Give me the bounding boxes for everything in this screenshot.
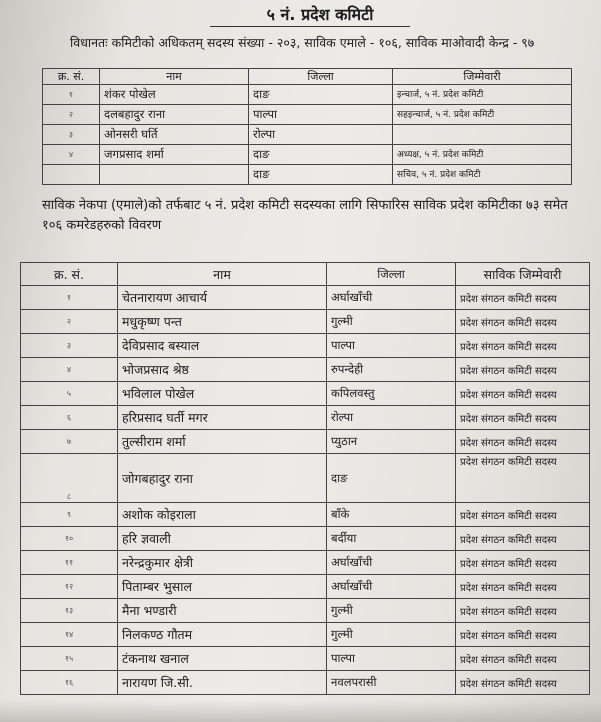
- cell-name: शंकर पोखेल: [100, 85, 249, 105]
- cell-sn: ३: [43, 125, 100, 145]
- cell-role: प्रदेश संगठन कमिटी सदस्य: [456, 310, 590, 334]
- cell-sn: ५: [21, 382, 118, 406]
- cell-role: प्रदेश संगठन कमिटी सदस्य: [456, 623, 590, 647]
- header-role: साविक जिम्मेवारी: [456, 263, 590, 286]
- table-row: [43, 105, 572, 125]
- cell-role: प्रदेश संगठन कमिटी सदस्य: [456, 358, 590, 382]
- cell-district: कपिलवस्तु: [327, 382, 456, 406]
- table-header-row: [43, 69, 572, 85]
- table-row: [21, 575, 590, 599]
- cell-sn: १५: [21, 647, 118, 671]
- cell-role: प्रदेश संगठन कमिटी सदस्य: [456, 406, 590, 430]
- table-row: [21, 430, 590, 454]
- cell-role: प्रदेश संगठन कमिटी सदस्य: [456, 599, 590, 623]
- cell-role: प्रदेश संगठन कमिटी सदस्य: [456, 382, 590, 406]
- title-underline: [210, 26, 410, 27]
- cell-district: दाङ: [249, 165, 393, 185]
- cell-district: दाङ: [249, 145, 393, 165]
- cell-sn: ८: [21, 454, 118, 503]
- header-role: जिम्मेवारी: [393, 69, 572, 85]
- cell-sn: १: [43, 85, 100, 105]
- cell-sn: ३: [21, 334, 118, 358]
- cell-district: रुपन्देही: [327, 358, 456, 382]
- cell-district: नवलपरासी: [327, 671, 456, 695]
- cell-role: प्रदेश संगठन कमिटी सदस्य: [456, 575, 590, 599]
- cell-district: अर्घाखाँची: [327, 286, 456, 310]
- cell-district: पाल्पा: [327, 647, 456, 671]
- committee-leadership-table: [42, 68, 572, 185]
- cell-name: भविलाल पोखेल: [118, 382, 327, 406]
- cell-district: पाल्पा: [249, 105, 393, 125]
- table-row: [21, 406, 590, 430]
- table-row: [21, 382, 590, 406]
- cell-role: सहइन्चार्ज, ५ नं. प्रदेश कमिटी: [393, 105, 572, 125]
- table-row: [43, 145, 572, 165]
- section-heading: साविक नेकपा (एमाले)को तर्फबाट ५ नं. प्रदेश कमिटी सदस्यका लागि सिफारिस साविक प्रदेश कमिटीका ७३ समेत १०६ कमरेडहरुको विवरण: [42, 198, 568, 233]
- cell-district: बाँके: [327, 503, 456, 527]
- table-row: [21, 527, 590, 551]
- header-name: नाम: [100, 69, 249, 85]
- cell-name: जगप्रसाद शर्मा: [100, 145, 249, 165]
- cell-role: प्रदेश संगठन कमिटी सदस्य: [456, 430, 590, 454]
- cell-name: जोगबहादुर राना: [118, 454, 327, 503]
- table-row: [21, 551, 590, 575]
- cell-name: देविप्रसाद बस्याल: [118, 334, 327, 358]
- cell-name: टंकनाथ खनाल: [118, 647, 327, 671]
- table-row: [21, 334, 590, 358]
- cell-name: हरिप्रसाद घर्ती मगर: [118, 406, 327, 430]
- cell-name: तुल्सीराम शर्मा: [118, 430, 327, 454]
- bottom-shadow: [0, 700, 601, 722]
- cell-role: [393, 125, 572, 145]
- cell-sn: २: [21, 310, 118, 334]
- table-row: [21, 310, 590, 334]
- page-title: ५ नं. प्रदेश कमिटी: [266, 5, 374, 24]
- cell-district: पाल्पा: [327, 334, 456, 358]
- cell-district: दाङ: [249, 85, 393, 105]
- cell-name: पिताम्बर भुसाल: [118, 575, 327, 599]
- cell-name: हरि ज्ञवाली: [118, 527, 327, 551]
- cell-sn: ७: [21, 430, 118, 454]
- table-row: [21, 454, 590, 503]
- cell-name: [100, 165, 249, 185]
- cell-role: अध्यक्ष, ५ नं. प्रदेश कमिटी: [393, 145, 572, 165]
- cell-role: इन्चार्ज, ५ नं. प्रदेश कमिटी: [393, 85, 572, 105]
- table-row: [21, 358, 590, 382]
- table-row: [21, 599, 590, 623]
- table-row: [21, 503, 590, 527]
- cell-role: प्रदेश संगठन कमिटी सदस्य: [456, 334, 590, 358]
- cell-district: गुल्मी: [327, 599, 456, 623]
- table-row: [43, 85, 572, 105]
- cell-district: गुल्मी: [327, 310, 456, 334]
- table-row: [21, 671, 590, 695]
- cell-name: नरेन्द्रकुमार क्षेत्री: [118, 551, 327, 575]
- table-header-row: [21, 263, 590, 286]
- cell-role: प्रदेश संगठन कमिटी सदस्य: [456, 527, 590, 551]
- cell-role: प्रदेश संगठन कमिटी सदस्य: [456, 286, 590, 310]
- cell-district: अर्घाखाँची: [327, 551, 456, 575]
- header-name: नाम: [118, 263, 327, 286]
- cell-sn: १३: [21, 599, 118, 623]
- recommended-members-table: [20, 262, 590, 695]
- cell-role: प्रदेश संगठन कमिटी सदस्य: [456, 671, 590, 695]
- cell-sn: २: [43, 105, 100, 125]
- cell-sn: १६: [21, 671, 118, 695]
- header-district: जिल्ला: [249, 69, 393, 85]
- cell-sn: १०: [21, 527, 118, 551]
- cell-name: भोजप्रसाद श्रेष्ठ: [118, 358, 327, 382]
- cell-district: दाङ: [327, 454, 456, 503]
- cell-district: रोल्पा: [327, 406, 456, 430]
- cell-role: प्रदेश संगठन कमिटी सदस्य: [456, 454, 590, 503]
- cell-name: दलबहादुर राना: [100, 105, 249, 125]
- intro-text: विधानतः कमिटीको अधिकतम् सदस्य संख्या - २०३, साविक एमाले - १०६, साविक माओवादी केन्द्र - ९७: [70, 35, 535, 50]
- header-sn: क्र. सं.: [43, 69, 100, 85]
- header-sn: क्र. सं.: [21, 263, 118, 286]
- cell-name: अशोक कोइराला: [118, 503, 327, 527]
- cell-district: अर्घाखाँची: [327, 575, 456, 599]
- cell-name: चेतनारायण आचार्य: [118, 286, 327, 310]
- cell-sn: ४: [43, 145, 100, 165]
- cell-sn: ९: [21, 503, 118, 527]
- cell-name: ओनसरी घर्ति: [100, 125, 249, 145]
- cell-district: गुल्मी: [327, 623, 456, 647]
- cell-role: प्रदेश संगठन कमिटी सदस्य: [456, 503, 590, 527]
- table-row: [21, 286, 590, 310]
- cell-name: नारायण जि.सी.: [118, 671, 327, 695]
- cell-role: प्रदेश संगठन कमिटी सदस्य: [456, 551, 590, 575]
- cell-name: मधुकृष्ण पन्त: [118, 310, 327, 334]
- table-row: [21, 647, 590, 671]
- cell-sn: [43, 165, 100, 185]
- cell-sn: ६: [21, 406, 118, 430]
- header-district: जिल्ला: [327, 263, 456, 286]
- cell-district: प्युठान: [327, 430, 456, 454]
- cell-sn: १: [21, 286, 118, 310]
- table-row: [21, 623, 590, 647]
- cell-name: निलकण्ठ गौतम: [118, 623, 327, 647]
- cell-name: मैना भण्डारी: [118, 599, 327, 623]
- cell-role: प्रदेश संगठन कमिटी सदस्य: [456, 647, 590, 671]
- table-row: [43, 165, 572, 185]
- cell-role: सचिव, ५ नं. प्रदेश कमिटी: [393, 165, 572, 185]
- cell-sn: ४: [21, 358, 118, 382]
- cell-sn: १२: [21, 575, 118, 599]
- cell-sn: ११: [21, 551, 118, 575]
- table-row: [43, 125, 572, 145]
- cell-sn: १४: [21, 623, 118, 647]
- cell-district: बर्दीया: [327, 527, 456, 551]
- cell-district: रोल्पा: [249, 125, 393, 145]
